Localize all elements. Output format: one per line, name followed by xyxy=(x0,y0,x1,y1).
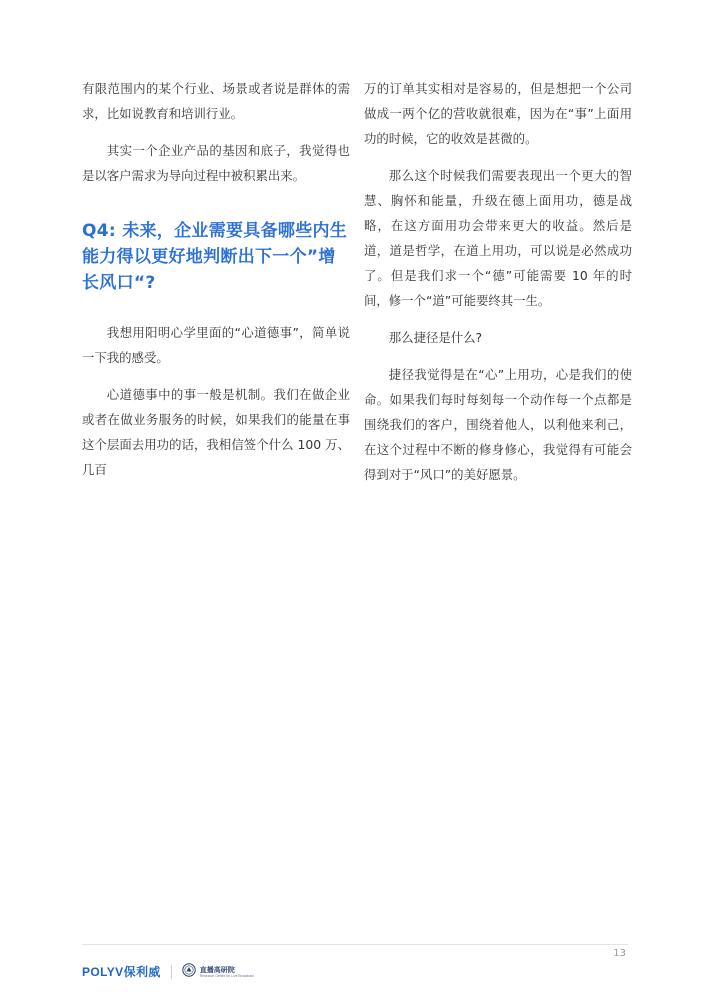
right-column xyxy=(364,76,632,499)
question-heading: Q4: 未来，企业需要具备哪些内生能力得以更好地判断出下一个”增长风口“? xyxy=(82,221,348,293)
institute-name: 直播高研院 xyxy=(199,965,235,974)
logo-divider xyxy=(171,965,172,979)
institute-english-name: Research Centre for Live Broadcast xyxy=(199,973,254,978)
polyv-logo: POLYV保利威 xyxy=(82,965,161,979)
footer-divider xyxy=(82,944,628,945)
left-column xyxy=(82,76,350,494)
paragraph: 其实一个企业产品的基因和底子，我觉得也是以客户需求为导向过程中被积累出来。 xyxy=(82,143,350,183)
paragraph: 那么这个时候我们需要表现出一个更大的智慧、胸怀和能量，升级在德上面用功，德是战略，在这方面用功会带来更大的收益。然后是道，道是哲学，在道上用功，可以说是必然成功了。但是我们求一个“德”可能需要 10 年的时间，修一个“道”可能要终其一生。 xyxy=(364,168,632,308)
footer-logos xyxy=(82,962,254,981)
paragraph: 捷径我觉得是在“心”上用功，心是我们的使命。如果我们每时每刻每一个动作每一个点都是围绕我们的客户，围绕着他人，以利他来利己，在这个过程中不断的修身修心，我觉得有可能会得到对于“风口”的美好愿景。 xyxy=(364,367,632,482)
page-number: 13 xyxy=(613,948,626,959)
paragraph: 万的订单其实相对是容易的，但是想把一个公司做成一两个亿的营收就很难，因为在“事”上面用功的时候，它的收效是甚微的。 xyxy=(364,81,632,146)
paragraph: 有限范围内的某个行业、场景或者说是群体的需求，比如说教育和培训行业。 xyxy=(82,81,350,121)
paragraph: 心道德事中的事一般是机制。我们在做企业或者在做业务服务的时候，如果我们的能量在事这个层面去用功的话，我相信签个什么 100 万、几百 xyxy=(82,387,350,477)
institute-logo xyxy=(182,962,254,981)
institute-emblem-icon xyxy=(182,962,196,981)
paragraph: 那么捷径是什么? xyxy=(388,330,483,345)
paragraph: 我想用阳明心学里面的“心道德事”，简单说一下我的感受。 xyxy=(82,325,350,365)
